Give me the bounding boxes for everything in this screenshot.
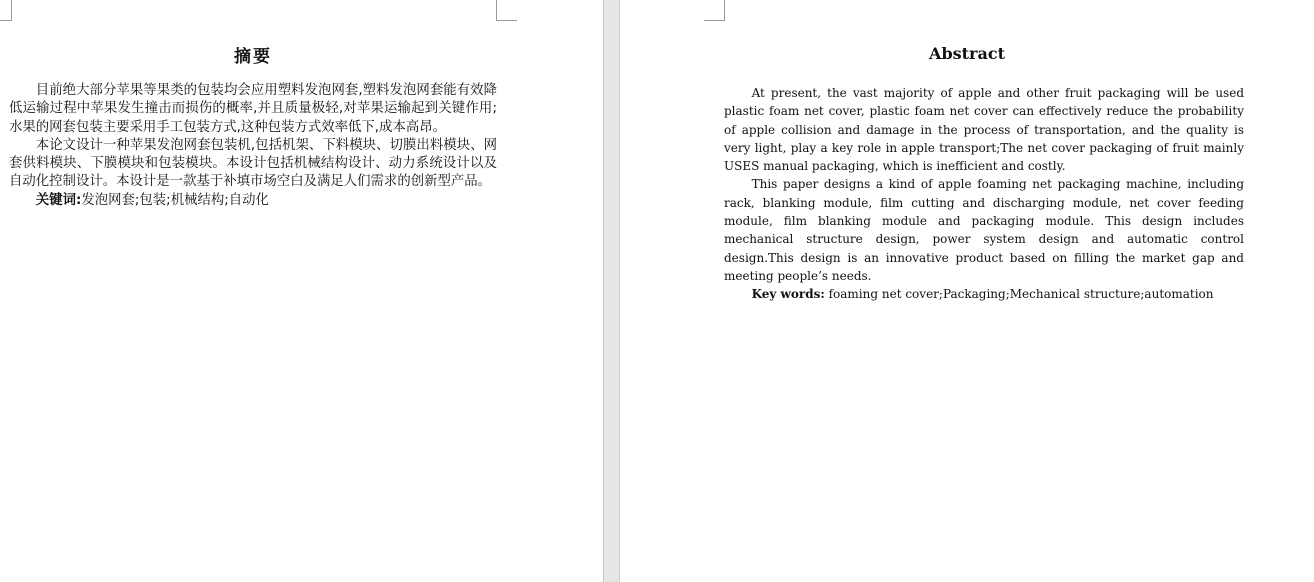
chinese-keywords-line: [9, 192, 497, 210]
english-keywords-line: [724, 285, 1244, 303]
chinese-abstract-body: [9, 82, 497, 210]
english-paragraph-2: This paper designs a kind of apple foaming net packaging machine, including rack, blanking module, film cutting and discharging module, net cover feeding module, film blanking module and packaging module. This design includes mechanical structure design, power system design and automatic control design.This design is an innovative product based on filling the market gap and meeting people’s needs.: [724, 177, 1244, 283]
chinese-abstract-page: [0, 0, 603, 582]
chinese-paragraph-1: 目前绝大部分苹果等果类的包装均会应用塑料发泡网套,塑料发泡网套能有效降低运输过程中苹果发生撞击而损伤的概率,并且质量极轻,对苹果运输起到关键作用;水果的网套包装主要采用手工包装方式,这种包装方式效率低下,成本高昂。: [9, 83, 497, 135]
crop-mark-top-left: [704, 0, 725, 21]
crop-mark-top-left: [0, 0, 12, 21]
english-abstract-title: Abstract: [929, 44, 1005, 63]
page-gutter: [603, 0, 620, 582]
crop-mark-top-right: [496, 0, 517, 21]
english-keywords: foaming net cover;Packaging;Mechanical structure;automation: [828, 287, 1214, 302]
english-paragraph-1: At present, the vast majority of apple and other fruit packaging will be used plastic foam net cover, plastic foam net cover can effectively reduce the probability of apple collision and damage in the process of transportation, and the quality is very light, play a key role in apple transport;The net cover packaging of fruit mainly USES manual packaging, which is inefficient and costly.: [724, 86, 1244, 174]
chinese-paragraph-2: 本论文设计一种苹果发泡网套包装机,包括机架、下料模块、切膜出料模块、网套供料模块、下膜模块和包装模块。本设计包括机械结构设计、动力系统设计以及自动化控制设计。本设计是一款基于补填市场空白及满足人们需求的创新型产品。: [9, 137, 497, 190]
english-keywords-label: Key words:: [751, 287, 825, 302]
chinese-keywords: 发泡网套;包装;机械结构;自动化: [81, 192, 269, 208]
chinese-abstract-title: 摘要: [234, 47, 272, 67]
english-abstract-page: [620, 0, 1244, 582]
chinese-keywords-label: 关键词:: [35, 192, 82, 208]
english-abstract-body: [724, 84, 1244, 304]
